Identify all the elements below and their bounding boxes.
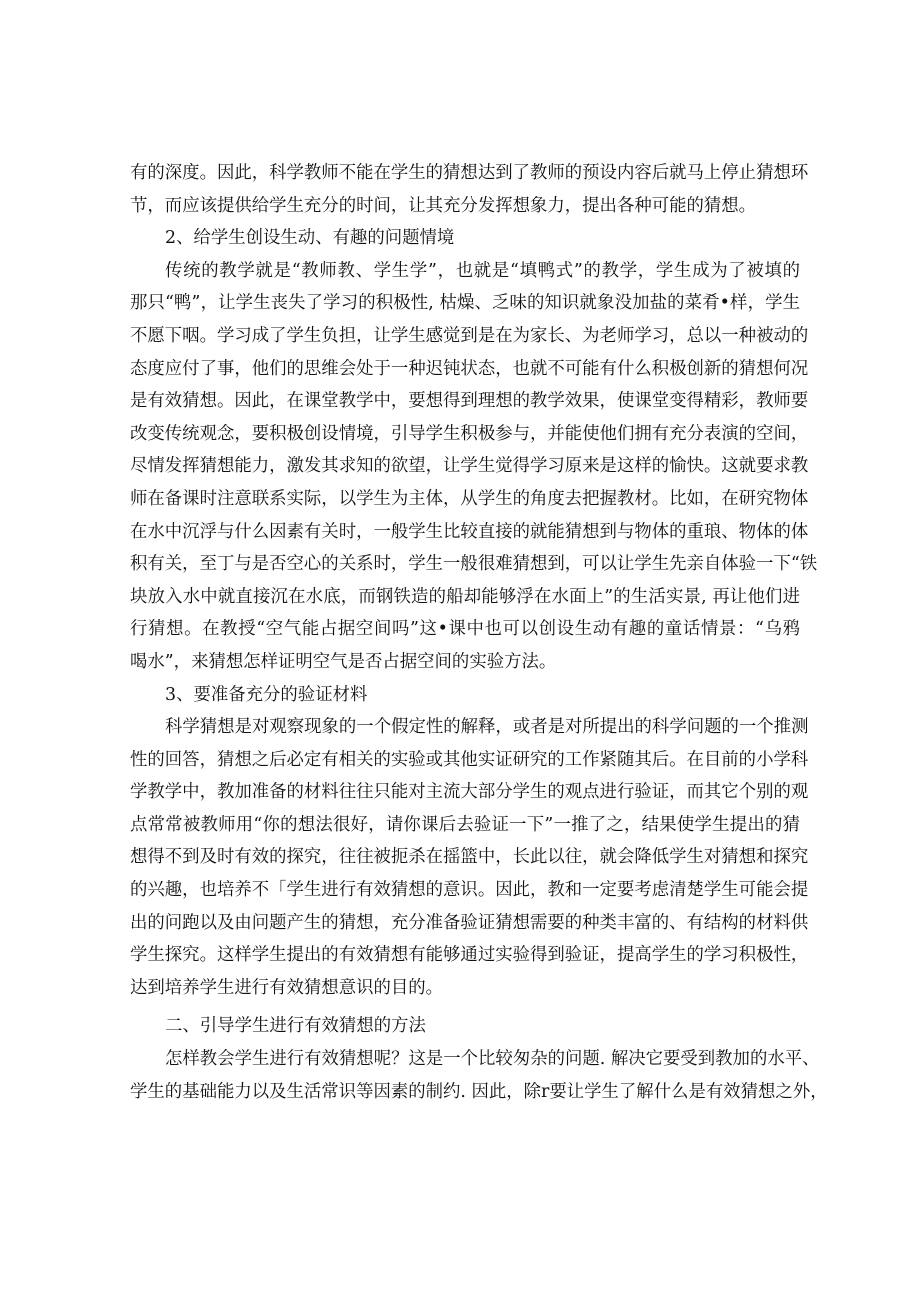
paragraph-line: 出的问跑以及由问题产生的猜想，充分准备验证猜想需要的种类丰富的、有结构的材料供 bbox=[130, 912, 809, 933]
paragraph-line: 有的深度。因此，科学教师不能在学生的猜想达到了教师的预设内容后就马上停止猜想环 bbox=[130, 163, 809, 183]
paragraph-line: 改变传统观念，要积极创设情境，引导学生积极参与，并能使他们拥有充分表演的空间， bbox=[130, 423, 809, 444]
paragraph-line: 行猜想。在教授“空气能占据空间吗”这•课中也可以创设生动有趣的童话情景：“乌鸦 bbox=[130, 619, 800, 640]
paragraph-line: 学教学中，教加准备的材料往往只能对主流大部分学生的观点进行验证，而其它个别的观 bbox=[130, 782, 809, 803]
paragraph-line: 在水中沉浮与什么因素有关时，一般学生比较直接的就能猜想到与物体的重琅、物体的体 bbox=[130, 521, 809, 542]
paragraph-line: 的兴趣，也培养不「学生进行有效猜想的意识。因此，教和一定要考虑清楚学生可能会提 bbox=[130, 880, 809, 901]
paragraph-line: 块放入水中就直接沉在水底，而钢铁造的船却能够浮在水面上”的生活实景, 再让他们进 bbox=[130, 586, 800, 607]
paragraph-line: 想得不到及时有效的探究，往往被扼杀在摇篮中，长此以往，就会降低学生对猜想和探究 bbox=[130, 847, 809, 868]
paragraph-line: 师在备课时注意联系实际，以学生为主体，从学生的角度去把握教材。比如，在研究物体 bbox=[130, 488, 809, 509]
paragraph-line: 态度应付了事，他们的思维会处于一种迟钝状态，也就不可能有什么积极创新的猜想何况 bbox=[130, 358, 809, 379]
paragraph-line: 学生的基础能力以及生活常识等因素的制约. 因此，除r要让学生了解什么是有效猜想之外， bbox=[130, 1081, 828, 1102]
paragraph-line: 那只“鸭”，让学生丧失了学习的积极性, 枯燥、乏味的知识就象没加盐的菜肴•样，学生 bbox=[130, 293, 800, 314]
section-heading: 二、引导学生进行有效猜想的方法 bbox=[165, 1016, 426, 1037]
paragraph-line: 科学猜想是对观察现象的一个假定性的解释，或者是对所提出的科学问题的一个推测 bbox=[165, 717, 809, 738]
paragraph-line: 不愿下咽。学习成了学生负担，让学生感觉到是在为家长、为老师学习，总以一种被动的 bbox=[130, 325, 809, 346]
paragraph-line: 达到培养学生进行有效猜想意识的目的。 bbox=[130, 977, 444, 998]
section-heading: 2、给学生创设生动、有趣的问题情境 bbox=[165, 228, 455, 249]
paragraph-line: 点常常被教师用“你的想法很好，请你课后去验证一下”一推了之，结果使学生提出的猜 bbox=[130, 814, 800, 835]
paragraph-line: 积有关，至丁与是否空心的关系时，学生一般很难猜想到，可以让学生先亲自体验一下“铁 bbox=[130, 554, 818, 575]
paragraph-line: 节，而应该提供给学生充分的时间，让其充分发挥想象力，提出各种可能的猜想。 bbox=[130, 195, 757, 216]
paragraph-line: 学生探究。这样学生提出的有效猜想有能够通过实验得到验证，提高学生的学习积极性， bbox=[130, 945, 809, 966]
paragraph-line: 是有效猜想。因此，在课堂教学中，要想得到理想的教学效果，使课堂变得精彩，教师要 bbox=[130, 391, 809, 412]
paragraph-line: 喝水”，来猜想怎样证明空气是否占据空间的实验方法。 bbox=[130, 651, 557, 672]
paragraph-line: 传统的教学就是“教师教、学生学”，也就是“填鸭式”的教学，学生成为了被填的 bbox=[165, 260, 800, 281]
paragraph-line: 怎样教会学生进行有效猜想呢？这是一个比较匆杂的问题. 解决它要受到教加的水平、 bbox=[165, 1049, 820, 1070]
document-body bbox=[130, 157, 828, 1108]
paragraph-line: 性的回答，猜想之后必定有相关的实验或其他实证研究的工作紧随其后。在目前的小学科 bbox=[130, 749, 809, 770]
paragraph-line: 尽情发挥猜想能力，激发其求知的欲望，让学生觉得学习原来是这样的愉快。这就要求教 bbox=[130, 456, 809, 477]
section-heading: 3、要准备充分的验证材料 bbox=[165, 684, 368, 705]
